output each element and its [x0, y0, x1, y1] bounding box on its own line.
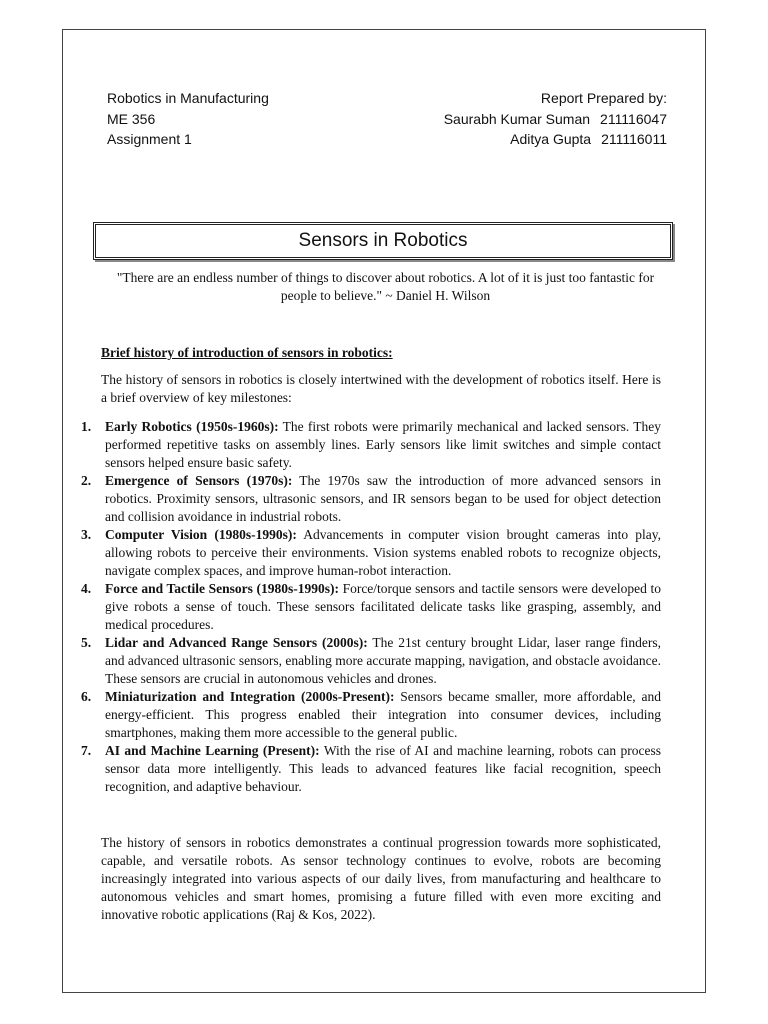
item-number: 1. — [81, 419, 92, 434]
item-text: The first robots were primarily mechanical and lacked sensors. They performed repetitive tasks on assembly lines. Early sensors like limit switches and simple contact sensors helped ensure basic safety. — [105, 419, 661, 470]
item-text: Advancements in computer vision brought cameras into play, allowing robots to perceive their environments. Vision systems enabled robots to recognize objects, navigate complex spaces, and improve human-robot interaction. — [105, 527, 661, 578]
author-row — [444, 129, 667, 150]
document-page — [62, 29, 706, 993]
item-heading: AI and Machine Learning (Present): — [105, 743, 320, 758]
list-item — [79, 634, 661, 688]
item-heading: Miniaturization and Integration (2000s-Present): — [105, 689, 395, 704]
author-name: Aditya Gupta — [510, 131, 592, 147]
author-name: Saurabh Kumar Suman — [443, 110, 591, 127]
list-item — [79, 526, 661, 580]
item-number: 3. — [81, 527, 92, 542]
list-item — [79, 742, 661, 796]
item-text: Sensors became smaller, more affordable, and energy-efficient. This progress enabled their integration into consumer devices, including smartphones, making them more accessible to the general public. — [105, 689, 661, 740]
item-heading: Force and Tactile Sensors (1980s-1990s): — [105, 581, 339, 596]
item-heading: Emergence of Sensors (1970s): — [105, 473, 293, 488]
author-id: 211116047 — [600, 110, 667, 127]
item-number: 6. — [81, 689, 92, 704]
course-code: ME 356 — [107, 110, 156, 127]
item-text: The 1970s saw the introduction of more advanced sensors in robotics. Proximity sensors, ultrasonic sensors, and IR sensors began to be used for object detection and collision avoidance in industrial robots. — [105, 473, 661, 524]
item-number: 2. — [81, 473, 92, 488]
item-text: Force/torque sensors and tactile sensors were developed to give robots a sense of touch. These sensors facilitated delicate tasks like grasping, assembly, and medical procedures. — [105, 581, 661, 632]
list-item — [79, 580, 661, 634]
document-title: Sensors in Robotics — [93, 222, 673, 260]
conclusion-paragraph: The history of sensors in robotics demonstrates a continual progression towards more sophisticated, capable, and versatile robots. As sensor technology continues to evolve, robots are becoming increasingly integrated into various aspects of our daily lives, from manufacturing and healthcare to autonomous vehicles and smart homes, promising a future filled with even more exciting and innovative robotic applications (Raj & Kos, 2022). — [101, 835, 661, 922]
course-title: Robotics in Manufacturing — [107, 90, 269, 106]
section-heading: Brief history of introduction of sensors in robotics: — [101, 345, 393, 360]
course-info — [107, 88, 269, 150]
intro-paragraph: The history of sensors in robotics is closely intertwined with the development of robotics itself. Here is a brief overview of key milestones: — [101, 372, 661, 405]
author-row — [444, 109, 667, 130]
item-number: 4. — [81, 581, 92, 596]
milestone-list — [79, 418, 661, 796]
opening-quote: "There are an endless number of things to discover about robotics. A lot of it is just too fantastic for people to believe." ~ Daniel H. Wilson — [116, 270, 655, 303]
author-id: 211116011 — [601, 131, 667, 147]
item-heading: Early Robotics (1950s-1960s): — [105, 419, 279, 434]
item-text: With the rise of AI and machine learning, robots can process sensor data more intelligently. This leads to advanced features like facial recognition, speech recognition, and adaptive behaviour. — [105, 743, 661, 794]
list-item — [79, 472, 661, 526]
assignment-label: Assignment 1 — [107, 131, 192, 147]
list-item — [79, 688, 661, 742]
item-heading: Computer Vision (1980s-1990s): — [105, 527, 297, 542]
prepared-by-label: Report Prepared by: — [540, 90, 667, 106]
item-text: The 21st century brought Lidar, laser range finders, and advanced ultrasonic sensors, enabling more accurate mapping, navigation, and obstacle avoidance. These sensors are crucial in autonomous vehicles and drones. — [105, 635, 661, 686]
item-heading: Lidar and Advanced Range Sensors (2000s): — [105, 635, 368, 650]
item-number: 5. — [81, 635, 92, 650]
item-number: 7. — [81, 743, 92, 758]
author-info — [444, 88, 667, 150]
list-item — [79, 418, 661, 472]
